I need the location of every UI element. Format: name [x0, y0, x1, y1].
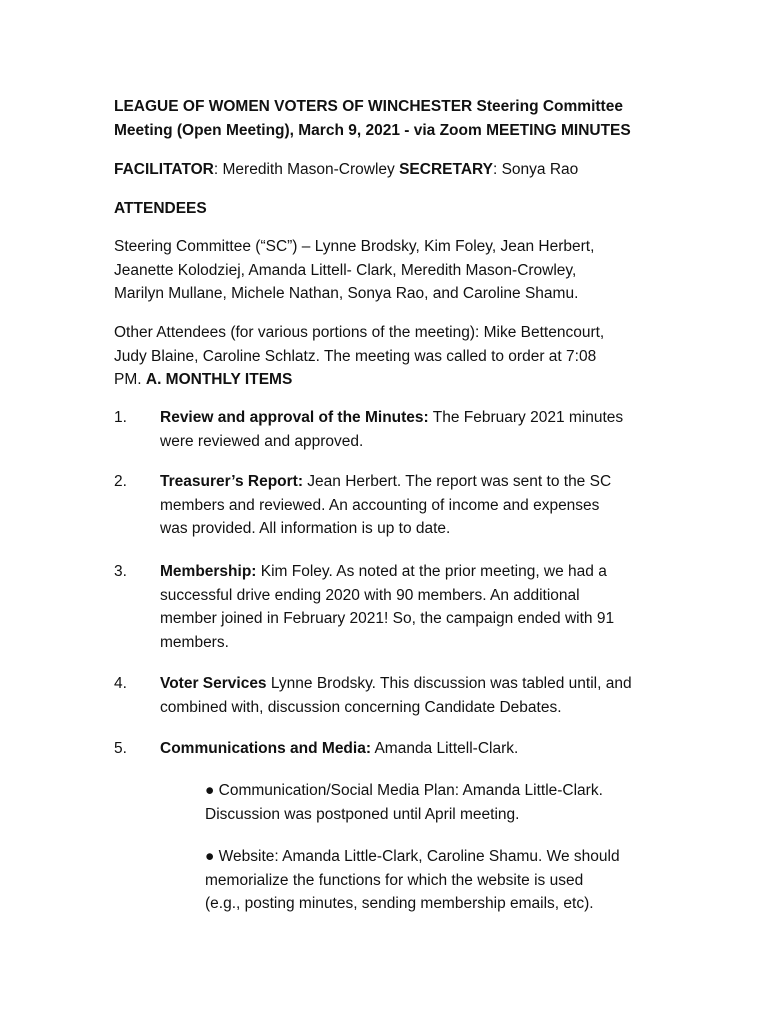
- title-line-1: LEAGUE OF WOMEN VOTERS OF WINCHESTER Steering Committee: [114, 98, 623, 115]
- sc-line-2: Jeanette Kolodziej, Amanda Littell- Clark, Meredith Mason-Crowley,: [114, 261, 577, 279]
- other-line-2: Judy Blaine, Caroline Schlatz. The meeting was called to order at 7:08: [114, 347, 597, 365]
- facilitator-name: : Meredith Mason-Crowley: [213, 161, 400, 178]
- item-number: 2.: [114, 473, 127, 490]
- item-number: 3.: [114, 563, 127, 580]
- item-label: Voter Services: [160, 675, 267, 692]
- secretary-name: : Sonya Rao: [492, 161, 579, 178]
- document-title: [114, 95, 674, 142]
- item-label: Communications and Media:: [160, 740, 371, 757]
- item-label: Treasurer’s Report:: [160, 473, 303, 490]
- item-number: 1.: [114, 409, 127, 426]
- other-line-1: Other Attendees (for various portions of the meeting): Mike Bettencourt,: [114, 324, 605, 341]
- steering-committee-list: [114, 235, 674, 306]
- item-label: Review and approval of the Minutes:: [160, 409, 429, 426]
- other-attendees: [114, 321, 674, 392]
- title-line-2: Meeting (Open Meeting), March 9, 2021 - via Zoom MEETING MINUTES: [114, 121, 631, 139]
- sc-line-3: Marilyn Mullane, Michele Nathan, Sonya Rao, and Caroline Shamu.: [114, 285, 579, 302]
- bullet-item: ● Website: Amanda Little-Clark, Caroline Shamu. We should memorialize the functions for which the website is used (e.g., posting minutes, sending membership emails, etc).: [205, 848, 620, 912]
- item-number: 5.: [114, 740, 127, 757]
- item-number: 4.: [114, 675, 127, 692]
- facilitator-label: FACILITATOR: [114, 161, 214, 178]
- sc-line-1: Steering Committee (“SC”) – Lynne Brodsky, Kim Foley, Jean Herbert,: [114, 238, 595, 255]
- attendees-heading: ATTENDEES: [114, 200, 207, 217]
- roles-line: [114, 158, 674, 182]
- bullet-item: ● Communication/Social Media Plan: Amanda Little-Clark. Discussion was postponed until April meeting.: [205, 782, 603, 823]
- document-page: LEAGUE OF WOMEN VOTERS OF WINCHESTER Steering Committee Meeting (Open Meeting), March 9, 2021 - via Zoom MEETING MINUTES FACILITATOR: Meredith Mason-Crowley SECRETARY: Sonya Rao ATTENDEES Steering Committee (“SC”) – Lynne Brodsky, Kim Foley, Jean Herbert, Jeanette Kolodziej, Amanda Littell- Clark, Meredith Mason-Crowley, Marilyn Mullane, Michele Nathan, Sonya Rao, and Caroline Shamu. Other Attendees (for various portions of the meeting): Mike Bettencourt, Judy Blaine, Caroline Schlatz. The meeting was called to order at 7:08 PM. A. MONTHLY ITEMS 1. Review and approval of the Minutes: The February 2021 minutes were reviewed and approved. 2. Treasurer’s Report: Jean Herbert. The report was sent to the SC members and reviewed. An accounting of income and expenses was provided. All information is up to date. 3. Membership: Kim Foley. As noted at the prior meeting, we had a successful drive ending 2020 with 90 members. An additional member joined in February 2021! So, the campaign ended with 91 members. 4. Voter Services Lynne Brodsky. This discussion was tabled until, and combined with, discussion concerning Candidate Debates. 5. Communications and Media: Amanda Littell-Clark. ● Communication/Social Media Plan: Amanda Little-Clark. Discussion was postponed until April meeting. ● Website: Amanda Little-Clark, Caroline Shamu. We should memorialize the functions for which the website is used (e.g., posting minutes, sending membership emails, etc).: [0, 0, 770, 1024]
- item-label: Membership:: [160, 563, 257, 580]
- section-heading-monthly-items: A. MONTHLY ITEMS: [145, 371, 293, 388]
- other-line-3: PM. A. MONTHLY ITEMS: [114, 371, 293, 388]
- secretary-label: SECRETARY: [399, 161, 493, 178]
